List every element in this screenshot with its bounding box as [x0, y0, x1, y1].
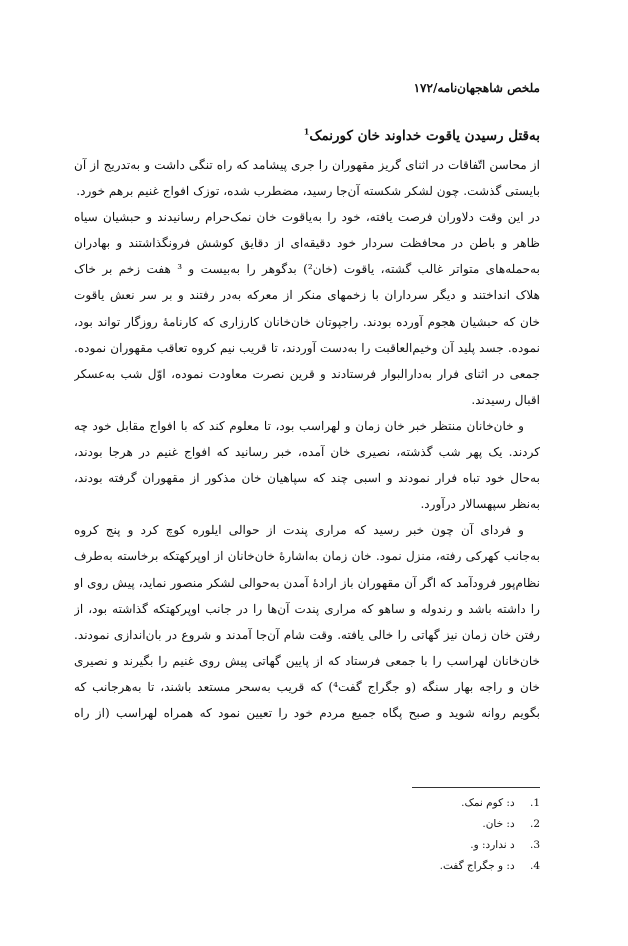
footnote-ref: 1 [303, 126, 310, 137]
text-line: اقبال رسیدند. [471, 392, 540, 407]
footnote-text: د: کوم نمک. [461, 797, 515, 809]
footnotes [74, 793, 540, 877]
footnote-number: 2. [529, 818, 540, 830]
text-line: نموده. جسد پلید آن وخیم‌العاقبت را به‌دست آوردند، تا قریب نیم کروه تعاقب مقهوران نموده. [74, 340, 540, 355]
text-line: را داشته باشد و رندوله و ساهو که مراری پندت آن‌ها را در جانب اوپرکهتکه گذاشته بود، از [74, 601, 540, 616]
footnote-text: د ندارد: و. [470, 839, 515, 851]
text-line: بایستی گذشت. چون لشکر شکسته آن‌جا رسید، مضطرب شده، توزک افواج غنیم برهم خورد. [76, 184, 540, 199]
text-line: نظام‌پور فرودآمد که اگر آن مقهوران باز ارادهٔ آمدن به‌حوالی لشکر منصور نماید، پیش روی او [74, 575, 540, 590]
text-line: خان‌خانان لهراسب را با جمعی فرستاد که از پایین گهاتی پیش روی غنیم را بگیرند و نصیری [74, 653, 540, 668]
footnote [74, 835, 540, 856]
footnote [74, 814, 540, 835]
text-line: و خان‌خانان منتظر خبر خان زمان و لهراسب بود، تا معلوم کند که با افواج مقابل خود چه [74, 418, 524, 433]
footnote-text: د: خان. [482, 818, 515, 830]
chapter-title-text: به‌قتل رسیدن یاقوت خداوند خان کورنمک [309, 128, 540, 144]
text-line: کردند. یک پهر شب گذشته، نصیری خان آمده، خبر رسانید که افواج غنیم در هرجا بودند، [74, 445, 540, 460]
footnote-text: د: و جگراج گفت. [439, 860, 515, 872]
text-line: به‌حمله‌های متواتر غالب گشته، یاقوت (خان²) بدگوهر را به‌بیست و ³ هفت زخم بر خاک [74, 262, 540, 277]
footnote [74, 793, 540, 814]
text-line: خان که حبشیان هجوم آورده بودند. راجپوتان خان‌خانان کارزاری که کارنامهٔ روزگار تواند بود، [74, 314, 540, 329]
text-line: جمعی در اثنای فرار به‌دارالبوار فرستادند و قرین نصرت معاودت نموده، اوّل شب به‌عسکر [74, 366, 540, 381]
text-line: خان و راجه بهار سنگه (و جگراج گفت⁴) که قریب به‌سحر مستعد باشند، تا به‌هرجانب که [74, 679, 540, 694]
text-line: به‌حال خود تباه فرار نمودند و اسبی چند که سپاهیان خان مذکور از مقهوران گرفته بودند، [74, 471, 540, 486]
chapter-title [80, 128, 540, 144]
footnote-number: 3. [529, 839, 540, 851]
footnote-number: 1. [529, 797, 540, 809]
footnote [74, 856, 540, 877]
text-line: هلاک انداختند و دیگر سرداران با زخمهای منکر از معرکه به‌در رفتند و بر سر نعش یاقوت [74, 288, 540, 303]
text-line: به‌جانب کهرکی رفته، منزل نمود. خان زمان به‌اشارهٔ خان‌خانان از اوپرکهتکه برخاسته به‌طرف [74, 549, 540, 564]
text-line: رفتن خان زمان نیز گهاتی را خالی یافته. وقت شام آن‌جا آمدند و شروع در بان‌اندازی نمودند. [74, 627, 540, 642]
text-line: به‌نظر سپهسالار درآورد. [420, 497, 540, 512]
footnote-divider [412, 787, 540, 788]
running-head: ملخص شاهجهان‌نامه/۱۷۲ [413, 81, 540, 95]
text-line: از محاسن اتّفاقات در اثنای گریز مقهوران را جری پیشامد که راه تنگی داشت و به‌تدریج از آن [74, 158, 540, 172]
footnote-number: 4. [529, 860, 540, 872]
text-line: بگویم روانه شوید و صبح پگاه جمیع مردم خود را تعیین نمود که همراه لهراسب (از راه [74, 705, 540, 720]
text-line: و فردای آن چون خبر رسید که مراری پندت از حوالی ایلوره کوچ کرد و پنج کروه [74, 523, 524, 538]
text-line: در این وقت دلاوران فرصت یافته، خود را به‌یاقوت خان نمک‌حرام رسانیدند و حبشیان سیاه [74, 210, 540, 225]
body-text [74, 152, 540, 726]
text-line: ظاهر و باطن در محافظت سردار خود دقیقه‌ای از دقایق کوشش فرونگذاشتند و بهادران [74, 236, 540, 251]
